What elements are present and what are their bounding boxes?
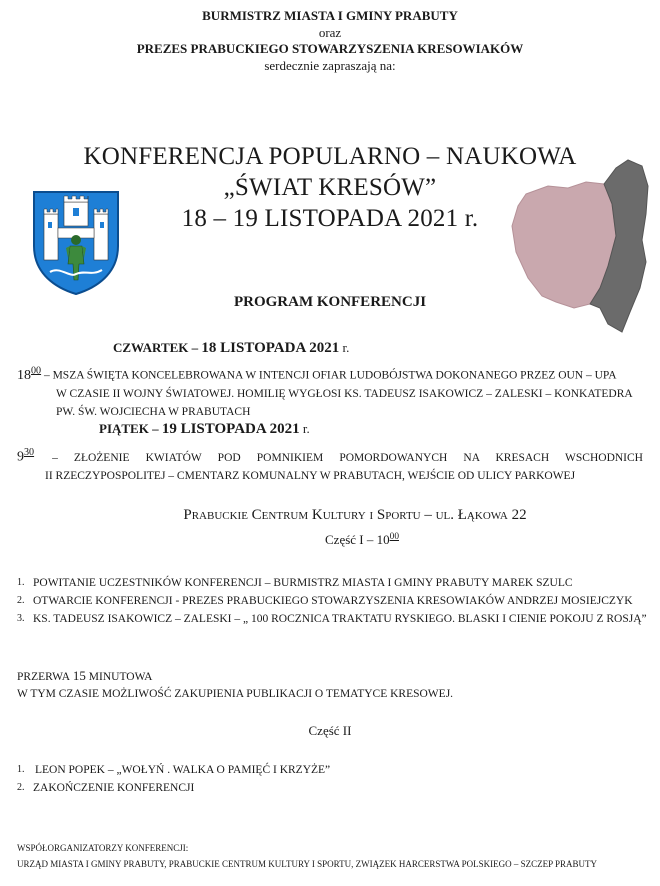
break-minutes: 15	[72, 668, 86, 683]
list-text: OTWARCIE KONFERENCJI - PREZES PRABUCKIEGO STOWARZYSZENIA KRESOWIAKÓW ANDRZEJ MOSIEJCZYK	[33, 595, 633, 607]
list-number: 1.	[17, 577, 25, 588]
part1-time-minutes: 00	[389, 532, 399, 542]
part1-list-item	[17, 574, 647, 592]
header-line-2: oraz	[318, 25, 342, 40]
part2-list	[17, 761, 647, 797]
day2-text-1: – ZŁOŻENIE KWIATÓW POD POMNIKIEM POMORDOWANYCH NA KRESACH WSCHODNICH	[52, 451, 643, 464]
day1-suffix: r.	[342, 340, 350, 355]
break-label: PRZERWA	[17, 671, 71, 683]
venue: Prabuckie Centrum Kultury i Sportu – ul. Łąkowa 22	[183, 507, 527, 523]
day1-text-1: – MSZA ŚWIĘTA KONCELEBROWANA W INTENCJI OFIAR LUDOBÓJSTWA DOKONANEGO PRZEZ OUN – UPA	[41, 369, 617, 382]
day2-text-2: II RZECZYPOSPOLITEJ – CMENTARZ KOMUNALNY W PRABUTACH, WEJŚCIE OD ULICY PARKOWEJ	[45, 469, 576, 482]
day1-text-3: PW. ŚW. WOJCIECHA W PRABUTACH	[56, 405, 251, 418]
part2-heading: Część II	[308, 723, 352, 738]
break-line-1	[17, 667, 152, 686]
day1-heading	[113, 340, 349, 357]
part1-list	[17, 574, 647, 628]
list-number: 2.	[17, 782, 25, 793]
list-number: 3.	[17, 613, 25, 624]
break-line-2: W TYM CZASIE MOŻLIWOŚĆ ZAKUPIENIA PUBLIKACJI O TEMATYCE KRESOWEJ.	[17, 688, 454, 700]
program-heading: PROGRAM KONFERENCJI	[233, 294, 427, 310]
day2-time-minutes: 30	[24, 447, 35, 458]
day1-date: 18 LISTOPADA 2021	[201, 340, 340, 356]
part1-heading	[0, 528, 660, 549]
day2-item	[17, 444, 643, 485]
break-label-2: MINUTOWA	[88, 671, 153, 683]
header-line-3: PREZES PRABUCKIEGO STOWARZYSZENIA KRESOWIAKÓW	[136, 41, 524, 56]
list-text: POWITANIE UCZESTNIKÓW KONFERENCJI – BURMISTRZ MIASTA I GMINY PRABUTY MAREK SZULC	[33, 577, 573, 589]
title-line-1: KONFERENCJA POPULARNO – NAUKOWA	[83, 143, 577, 170]
day1-label: CZWARTEK –	[113, 340, 199, 355]
day2-time	[17, 444, 34, 467]
day2-label: PIĄTEK –	[99, 421, 159, 436]
day2-suffix: r.	[302, 421, 310, 436]
list-number: 2.	[17, 595, 25, 606]
part1-list-item	[17, 592, 647, 610]
part2-list-item	[17, 761, 647, 779]
day2-date: 19 LISTOPADA 2021	[161, 421, 300, 437]
list-text: ZAKOŃCZENIE KONFERENCJI	[33, 782, 195, 794]
title-line-2: „ŚWIAT KRESÓW”	[223, 174, 437, 201]
header-line-1: BURMISTRZ MIASTA I GMINY PRABUTY	[202, 8, 458, 23]
day1-time-minutes: 00	[31, 365, 42, 376]
list-text: LEON POPEK – „WOŁYŃ . WALKA O PAMIĘĆ I KRZYŻE”	[35, 764, 331, 776]
list-number: 1.	[17, 764, 25, 775]
list-text: KS. TADEUSZ ISAKOWICZ – ZALESKI – „ 100 ROCZNICA TRAKTATU RYSKIEGO. BLASKI I CIENIE POKOJU Z ROSJĄ”	[33, 613, 647, 625]
day1-item	[17, 362, 637, 421]
part1-label: Część I – 10	[325, 532, 390, 548]
day1-time	[17, 365, 42, 383]
title-line-3: 18 – 19 LISTOPADA 2021 r.	[181, 205, 479, 232]
day2-heading	[99, 421, 310, 438]
footer-label: WSPÓŁORGANIZATORZY KONFERENCJI:	[17, 843, 189, 853]
part1-list-item	[17, 610, 647, 628]
day1-text-2: W CZASIE II WOJNY ŚWIATOWEJ. HOMILIĘ WYGŁOSI KS. TADEUSZ ISAKOWICZ – ZALESKI – KONKATEDRA	[56, 387, 633, 400]
coat-of-arms-icon	[30, 188, 122, 296]
header-line-4: serdecznie zapraszają na:	[264, 58, 396, 73]
part2-list-item	[17, 779, 647, 797]
day1-time-hour: 18	[17, 367, 31, 383]
day2-time-hour: 9	[17, 449, 24, 465]
footer-text: URZĄD MIASTA I GMINY PRABUTY, PRABUCKIE CENTRUM KULTURY I SPORTU, ZWIĄZEK HARCERSTWA POLSKIEGO – SZCZEP PRABUTY	[17, 859, 598, 869]
